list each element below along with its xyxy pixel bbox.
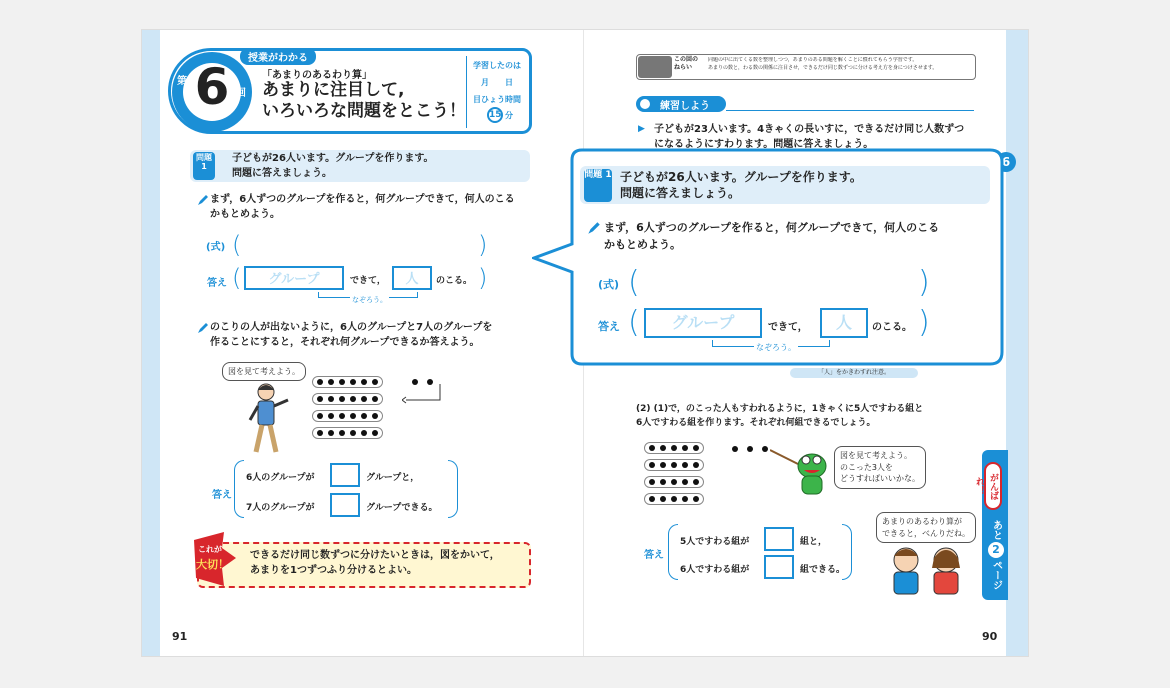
q2-bubble: 図を見て考えよう。 xyxy=(222,362,306,381)
title-line-2: いろいろな問題をとこう！ xyxy=(262,101,466,122)
q1-text xyxy=(210,192,515,222)
kids-bubble-line-2: できると，べんりだね。 xyxy=(882,528,970,538)
lesson-subtitle: 「あまりのあるわり算」 xyxy=(262,70,372,81)
countdown-text xyxy=(988,520,1004,590)
pencil-icon xyxy=(586,220,602,236)
countdown-page: ページ xyxy=(990,560,1002,590)
goal-icon xyxy=(638,56,672,78)
important-badge-line-1: これが xyxy=(198,545,222,554)
left-page-edge xyxy=(142,30,160,656)
important-text xyxy=(250,548,500,578)
study-month: 月 xyxy=(481,78,489,87)
lesson-dai: 第 xyxy=(177,76,187,87)
right-problem-line-2: になるようにすわります。問題に答えましょう。 xyxy=(654,139,874,150)
practice-rule xyxy=(726,110,974,111)
goal-text-line-1: 同題の中に出てくる数を整理しつつ，あまりのある問題を解くことに慣れてもらう学習です。 xyxy=(708,57,918,63)
problem-1-text xyxy=(232,151,434,181)
q2-line-1: のこりの人が出ないように，6人のグループと7人のグループを xyxy=(210,322,493,333)
q2-row1-post: グループと， xyxy=(366,473,420,483)
dot-row xyxy=(312,376,383,388)
q2-row2-pre: 7人のグループが xyxy=(246,503,315,513)
zoom-shiki-open: ( xyxy=(628,265,640,300)
mascot-bubble xyxy=(834,446,926,489)
q1-people-box[interactable] xyxy=(392,266,432,290)
q2-line-2: 作ることにすると，それぞれ何グループできるか答えよう。 xyxy=(210,337,480,348)
study-time-label: 目ひょう時間 xyxy=(473,95,521,104)
dot-remainder xyxy=(732,446,768,452)
kids-bubble xyxy=(876,512,976,543)
practice-bullet-icon xyxy=(640,99,650,109)
countdown-number: 2 xyxy=(988,542,1004,558)
zoom-answer-close: ) xyxy=(918,305,930,340)
zoom-people-box[interactable] xyxy=(820,308,868,338)
page-number-left: 91 xyxy=(172,630,188,643)
q2-row2-post: グループできる。 xyxy=(366,503,438,513)
right-q2-answer-label: 答え xyxy=(644,550,664,561)
study-done-label: 学習したのは xyxy=(473,61,521,70)
study-time-value: 15 xyxy=(487,107,503,123)
zoom-group-box[interactable] xyxy=(644,308,762,338)
goal-label xyxy=(674,56,698,73)
zoom-group-hint: グループ xyxy=(671,313,735,332)
kids-bubble-line-1: あまりのあるわり算が xyxy=(882,517,962,526)
zoom-end-text: のこる。 xyxy=(872,322,912,333)
q1-group-hint: グループ xyxy=(268,272,320,287)
study-time xyxy=(487,107,526,123)
dot-row xyxy=(644,493,704,505)
mascot-bubble-line-1: 図を見て考えよう。 xyxy=(840,451,912,460)
lesson-kai: 回 xyxy=(236,88,246,99)
right-q2-line-1: (2) (1)で，のこった人もすわれるように，1きゃくに5人ですわる組と xyxy=(636,404,924,414)
pencil-icon xyxy=(196,321,210,335)
goal-label-line-2: ねらい xyxy=(674,64,693,72)
dot-row xyxy=(644,442,704,454)
problem-1-tag: 問題 1 xyxy=(193,152,215,180)
zoom-problem-text xyxy=(620,169,862,201)
mascot-bubble-line-3: どうすればいいかな。 xyxy=(840,474,920,484)
dot-row xyxy=(644,459,704,471)
ganbare-badge: がんばれ！ xyxy=(984,462,1002,510)
right-q2-row2-pre: 6人ですわる組が xyxy=(680,565,750,575)
q2-text xyxy=(210,320,492,350)
q1-line-1: まず，6人ずつのグループを作ると，何グループできて，何人のこる xyxy=(210,194,515,205)
right-q2-row1-post: 組と， xyxy=(800,537,828,547)
zoom-shiki-close: ) xyxy=(918,265,930,300)
dot-diagram-right xyxy=(644,442,704,505)
page-number-right: 90 xyxy=(982,630,998,643)
q1-shiki-label: (式) xyxy=(206,242,226,253)
problem-arrow-icon: ▶ xyxy=(638,124,645,134)
zoom-problem-line-2: 問題に答えましょう。 xyxy=(620,186,741,201)
q1-line-2: かもとめよう。 xyxy=(210,209,280,220)
zoom-answer-label: 答え xyxy=(598,320,620,333)
dot-row xyxy=(312,410,383,422)
goal-label-line-1: この回の xyxy=(674,56,699,63)
q1-answer-open: ( xyxy=(232,264,242,292)
right-problem-line-1: 子どもが23人います。4きゃくの長いすに，できるだけ同じ人数ずつ xyxy=(654,124,965,135)
right-q2-line-2: 6人ですわる組を作ります。それぞれ何組できるでしょう。 xyxy=(636,418,876,429)
important-badge-line-2: 大切！ xyxy=(196,558,229,571)
arrow-icon xyxy=(402,384,442,404)
right-q2-open-bracket xyxy=(668,524,678,580)
dot-diagram-left xyxy=(312,376,383,439)
zoom-people-hint: 人 xyxy=(835,313,852,332)
q2-answer-label: 答え xyxy=(212,490,232,501)
study-day: 日 xyxy=(505,78,513,87)
problem-1-line-2: 問題に答えましょう。 xyxy=(232,168,332,179)
study-date xyxy=(481,77,526,88)
right-q2-text xyxy=(636,402,923,431)
q1-end-text: のこる。 xyxy=(436,276,473,286)
pencil-icon xyxy=(196,193,210,207)
zoom-problem-line-1: 子どもが26人います。グループを作ります。 xyxy=(620,170,862,184)
dot-row xyxy=(312,393,383,405)
zoom-q-text xyxy=(604,220,939,253)
zoom-q-line-1: まず，6人ずつのグループを作ると，何グループできて，何人のこる xyxy=(604,221,940,234)
q1-shiki-open: ( xyxy=(232,231,242,259)
chapter-badge: 6 xyxy=(996,152,1016,172)
right-q2-row2-post: 組できる。 xyxy=(800,565,846,575)
important-line-2: あまりを1つずつふり分けるとよい。 xyxy=(250,565,417,576)
q2-close-bracket xyxy=(448,460,458,518)
study-time-unit: 分 xyxy=(505,110,513,120)
q1-answer-close: ) xyxy=(478,264,488,292)
dot-row xyxy=(312,427,383,439)
q2-open-bracket xyxy=(234,460,244,518)
q1-group-box[interactable] xyxy=(244,266,344,290)
zoom-shiki-label: (式) xyxy=(598,278,620,291)
dot-row xyxy=(644,476,704,488)
q2-row2-box[interactable] xyxy=(330,493,360,517)
hint-strip: 「人」をかきわすれ注意。 xyxy=(790,368,918,378)
countdown-ato: あと xyxy=(990,520,1002,540)
lesson-badge: 授業がわかる xyxy=(240,48,316,65)
zoom-problem-tag: 問題 1 xyxy=(584,169,612,202)
q2-row1-box[interactable] xyxy=(330,463,360,487)
goal-text-line-2: あまりの数と，わる数の関係に注目させ，できるだけ同じ数ずつに分ける考え方を身につけさせます。 xyxy=(708,64,938,71)
q1-people-hint: 人 xyxy=(405,272,419,287)
right-q2-row2-box[interactable] xyxy=(764,555,794,579)
zoom-q-line-2: かもとめよう。 xyxy=(604,237,681,251)
problem-1-line-1: 子どもが26人います。グループを作ります。 xyxy=(232,153,434,164)
right-q2-row1-pre: 5人ですわる組が xyxy=(680,537,750,547)
mascot-bubble-line-2: のこった3人を xyxy=(840,462,893,472)
zoom-mid-text: できて， xyxy=(768,322,808,333)
lesson-number: 6 xyxy=(194,58,230,116)
q2-row1-pre: 6人のグループが xyxy=(246,473,315,483)
important-line-1: できるだけ同じ数ずつに分けたいときは，図をかいて， xyxy=(250,550,500,561)
kids-illustration xyxy=(884,544,976,596)
right-page-edge xyxy=(1006,30,1028,656)
zoom-note: なぞろう。 xyxy=(756,343,796,352)
zoom-answer-open: ( xyxy=(628,305,640,340)
title-line-1: あまりに注目して, xyxy=(262,80,405,100)
practice-label: 練習しよう xyxy=(660,101,710,112)
right-q2-row1-box[interactable] xyxy=(764,527,794,551)
q1-shiki-close: ) xyxy=(478,231,488,259)
q1-answer-label: 答え xyxy=(207,278,227,289)
goal-text xyxy=(708,57,974,72)
lesson-title xyxy=(262,80,466,123)
q1-mid-text: できて， xyxy=(350,276,386,286)
q1-note: なぞろう。 xyxy=(352,296,387,304)
mascot-illustration xyxy=(770,446,834,498)
teacher-illustration xyxy=(244,382,292,456)
study-record xyxy=(466,56,526,128)
